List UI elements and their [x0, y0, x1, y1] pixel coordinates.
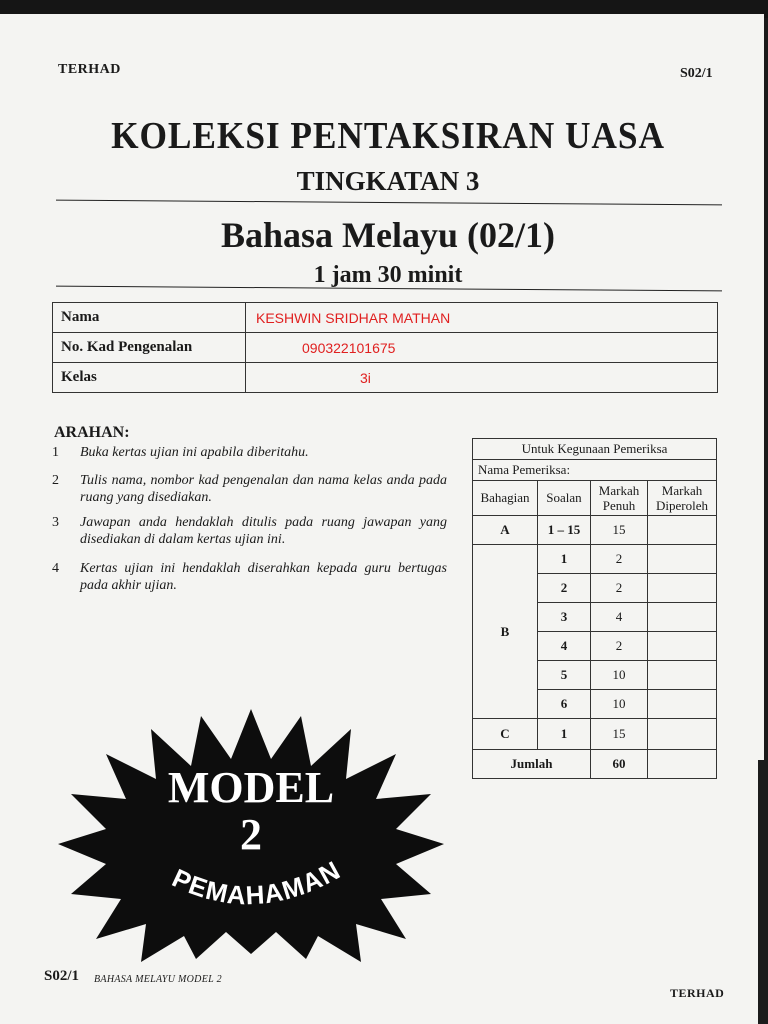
- table-row: [53, 333, 718, 363]
- examiner-name-label: Nama Pemeriksa:: [473, 460, 717, 481]
- instruction-text: Kertas ujian ini hendaklah diserahkan kepada guru bertugas pada akhir ujian.: [80, 561, 447, 593]
- question-cell: 4: [538, 632, 591, 661]
- form-level: TINGKATAN 3: [296, 166, 480, 196]
- page-title: KOLEKSI PENTAKSIRAN UASA: [111, 115, 665, 157]
- table-row: [53, 303, 718, 333]
- instruction-item: [52, 472, 447, 506]
- table-row: [473, 545, 717, 574]
- instruction-text: Jawapan anda hendaklah ditulis pada ruang jawapan yang disediakan di dalam kertas ujian ini.: [80, 515, 447, 547]
- instruction-number: 2: [52, 473, 59, 488]
- obtained-mark-cell[interactable]: [648, 603, 717, 632]
- table-row: [473, 719, 717, 750]
- instruction-number: 1: [52, 445, 59, 460]
- instructions-heading: ARAHAN:: [54, 424, 130, 441]
- ic-number-field[interactable]: 090322101675: [246, 333, 718, 363]
- footer-subject: BAHASA MELAYU MODEL 2: [94, 974, 222, 985]
- name-label: Nama: [53, 303, 246, 333]
- subject-title: Bahasa Melayu (02/1): [220, 215, 555, 255]
- name-field[interactable]: KESHWIN SRIDHAR MATHAN: [246, 303, 718, 333]
- examiner-table: [472, 438, 717, 779]
- full-mark-cell: 4: [591, 603, 648, 632]
- badge-pemahaman-path: PEMAHAMAN: [167, 854, 346, 911]
- table-row: [473, 439, 717, 460]
- question-cell: 1 – 15: [538, 516, 591, 545]
- examiner-table-title: Untuk Kegunaan Pemeriksa: [473, 439, 717, 460]
- question-cell: 2: [538, 574, 591, 603]
- table-row: [473, 516, 717, 545]
- full-mark-cell: 15: [591, 719, 648, 750]
- question-cell: 1: [538, 719, 591, 750]
- total-obtained-mark[interactable]: [648, 750, 717, 779]
- exam-duration: 1 jam 30 minit: [313, 262, 463, 288]
- column-header: Soalan: [538, 481, 591, 516]
- question-cell: 5: [538, 661, 591, 690]
- section-cell: C: [473, 719, 538, 750]
- badge-model-text: MODEL: [167, 763, 335, 812]
- badge-number-text: 2: [240, 810, 262, 859]
- total-full-mark: 60: [591, 750, 648, 779]
- full-mark-cell: 10: [591, 690, 648, 719]
- obtained-mark-cell[interactable]: [648, 574, 717, 603]
- obtained-mark-cell[interactable]: [648, 719, 717, 750]
- total-label: Jumlah: [473, 750, 591, 779]
- table-row: [473, 750, 717, 779]
- section-cell: B: [473, 545, 538, 719]
- table-row: [473, 460, 717, 481]
- instruction-item: [52, 560, 447, 594]
- obtained-mark-cell[interactable]: [648, 632, 717, 661]
- candidate-info-table: [52, 302, 718, 393]
- obtained-mark-cell[interactable]: [648, 545, 717, 574]
- footer-paper-code: S02/1: [44, 968, 80, 984]
- table-header-row: [473, 481, 717, 516]
- model-badge: [56, 704, 446, 964]
- footer-classification-label: TERHAD: [670, 986, 725, 1000]
- full-mark-cell: 2: [591, 574, 648, 603]
- question-cell: 1: [538, 545, 591, 574]
- scan-right-edge: [758, 760, 768, 1024]
- paper-code: S02/1: [680, 66, 713, 81]
- full-mark-cell: 2: [591, 545, 648, 574]
- table-row: [53, 363, 718, 393]
- ic-number-label: No. Kad Pengenalan: [53, 333, 246, 363]
- instruction-text: Tulis nama, nombor kad pengenalan dan nama kelas anda pada ruang yang disediakan.: [80, 473, 447, 505]
- obtained-mark-cell[interactable]: [648, 690, 717, 719]
- question-cell: 6: [538, 690, 591, 719]
- full-mark-cell: 10: [591, 661, 648, 690]
- obtained-mark-cell[interactable]: [648, 661, 717, 690]
- question-cell: 3: [538, 603, 591, 632]
- class-label: Kelas: [53, 363, 246, 393]
- instruction-item: [52, 514, 447, 548]
- instruction-text: Buka kertas ujian ini apabila diberitahu.: [80, 445, 309, 460]
- class-field[interactable]: 3i: [246, 363, 718, 393]
- instruction-number: 3: [52, 515, 59, 530]
- column-header: Markah Penuh: [591, 481, 648, 516]
- instruction-number: 4: [52, 561, 59, 576]
- divider: [56, 200, 722, 206]
- obtained-mark-cell[interactable]: [648, 516, 717, 545]
- full-mark-cell: 2: [591, 632, 648, 661]
- column-header: Markah Diperoleh: [648, 481, 717, 516]
- column-header: Bahagian: [473, 481, 538, 516]
- section-cell: A: [473, 516, 538, 545]
- instruction-item: [52, 444, 447, 461]
- full-mark-cell: 15: [591, 516, 648, 545]
- exam-cover-page: [0, 14, 764, 1024]
- classification-label: TERHAD: [58, 62, 121, 77]
